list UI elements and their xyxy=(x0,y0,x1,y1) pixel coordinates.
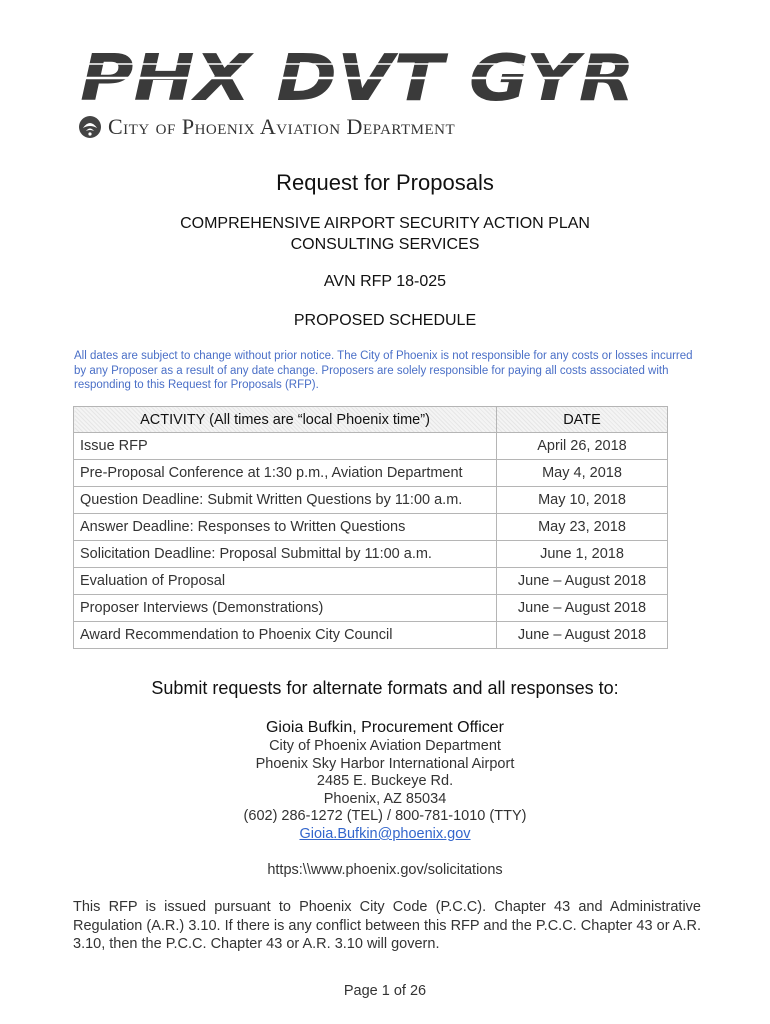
contact-organization: City of Phoenix Aviation Department xyxy=(269,738,501,754)
department-line xyxy=(78,112,455,142)
page-number: Page 1 of 26 xyxy=(343,983,427,999)
phx-dvt-gyr-logo xyxy=(78,48,638,108)
project-subtitle xyxy=(0,213,770,255)
activity-cell: Proposer Interviews (Demonstrations) xyxy=(74,595,497,622)
regulation-paragraph: This RFP is issued pursuant to Phoenix City Code (P.C.C). Chapter 43 and Administrative Regulation (A.R.) 3.10. If there is any conflict between this RFP and the P.C.C. Chapter 43 or A.R. 3.10, then the P.C.C. Chapter 43 or A.R. 3.10 will govern. xyxy=(73,899,701,952)
schedule-heading: PROPOSED SCHEDULE xyxy=(293,312,477,329)
activity-cell: Solicitation Deadline: Proposal Submittal by 11:00 a.m. xyxy=(74,541,497,568)
submit-heading: Submit requests for alternate formats and all responses to: xyxy=(151,678,619,698)
date-cell: June – August 2018 xyxy=(497,595,668,622)
date-cell: May 4, 2018 xyxy=(497,460,668,487)
document-title: Request for Proposals xyxy=(276,170,494,195)
table-row xyxy=(74,487,668,514)
date-cell: June 1, 2018 xyxy=(497,541,668,568)
table-row xyxy=(74,595,668,622)
contact-name: Gioia Bufkin, Procurement Officer xyxy=(265,719,505,736)
table-row xyxy=(74,460,668,487)
activity-cell: Award Recommendation to Phoenix City Council xyxy=(74,622,497,649)
date-cell: May 10, 2018 xyxy=(497,487,668,514)
activity-cell: Question Deadline: Submit Written Questions by 11:00 a.m. xyxy=(74,487,497,514)
contact-email-link[interactable]: Gioia.Bufkin@phoenix.gov xyxy=(299,825,471,842)
date-cell: June – August 2018 xyxy=(497,568,668,595)
contact-city: Phoenix, AZ 85034 xyxy=(323,790,447,807)
subtitle-line-2: CONSULTING SERVICES xyxy=(290,236,480,253)
date-cell: April 26, 2018 xyxy=(497,433,668,460)
date-column-header: DATE xyxy=(497,407,668,433)
solicitations-url: https:\\www.phoenix.gov/solicitations xyxy=(267,862,503,878)
logo-text: PHX DVT GYR xyxy=(80,48,635,108)
activity-column-header: ACTIVITY (All times are “local Phoenix time”) xyxy=(74,407,497,433)
schedule-disclaimer: All dates are subject to change without prior notice. The City of Phoenix is not responsible for any costs or losses incurred by any Proposer as a result of any date change. Proposers are solely responsible for paying all costs associated with responding to this Request for Proposals (RFP). xyxy=(74,350,693,391)
activity-cell: Pre-Proposal Conference at 1:30 p.m., Aviation Department xyxy=(74,460,497,487)
table-row xyxy=(74,622,668,649)
contact-facility: Phoenix Sky Harbor International Airport xyxy=(255,755,515,772)
table-row xyxy=(74,514,668,541)
date-cell: June – August 2018 xyxy=(497,622,668,649)
activity-cell: Issue RFP xyxy=(74,433,497,460)
activity-cell: Evaluation of Proposal xyxy=(74,568,497,595)
contact-street: 2485 E. Buckeye Rd. xyxy=(316,773,454,790)
phoenix-bird-icon xyxy=(78,115,102,139)
department-name: City of Phoenix Aviation Department xyxy=(108,114,456,139)
schedule-table xyxy=(73,406,668,649)
contact-phone: (602) 286-1272 (TEL) / 800-781-1010 (TTY) xyxy=(243,808,527,825)
activity-cell: Answer Deadline: Responses to Written Questions xyxy=(74,514,497,541)
table-row xyxy=(74,541,668,568)
contact-block xyxy=(0,718,770,844)
table-header-row xyxy=(74,407,668,433)
table-row xyxy=(74,568,668,595)
table-row xyxy=(74,433,668,460)
date-cell: May 23, 2018 xyxy=(497,514,668,541)
rfp-number: AVN RFP 18-025 xyxy=(323,273,447,290)
subtitle-line-1: COMPREHENSIVE AIRPORT SECURITY ACTION PLAN xyxy=(180,215,590,232)
